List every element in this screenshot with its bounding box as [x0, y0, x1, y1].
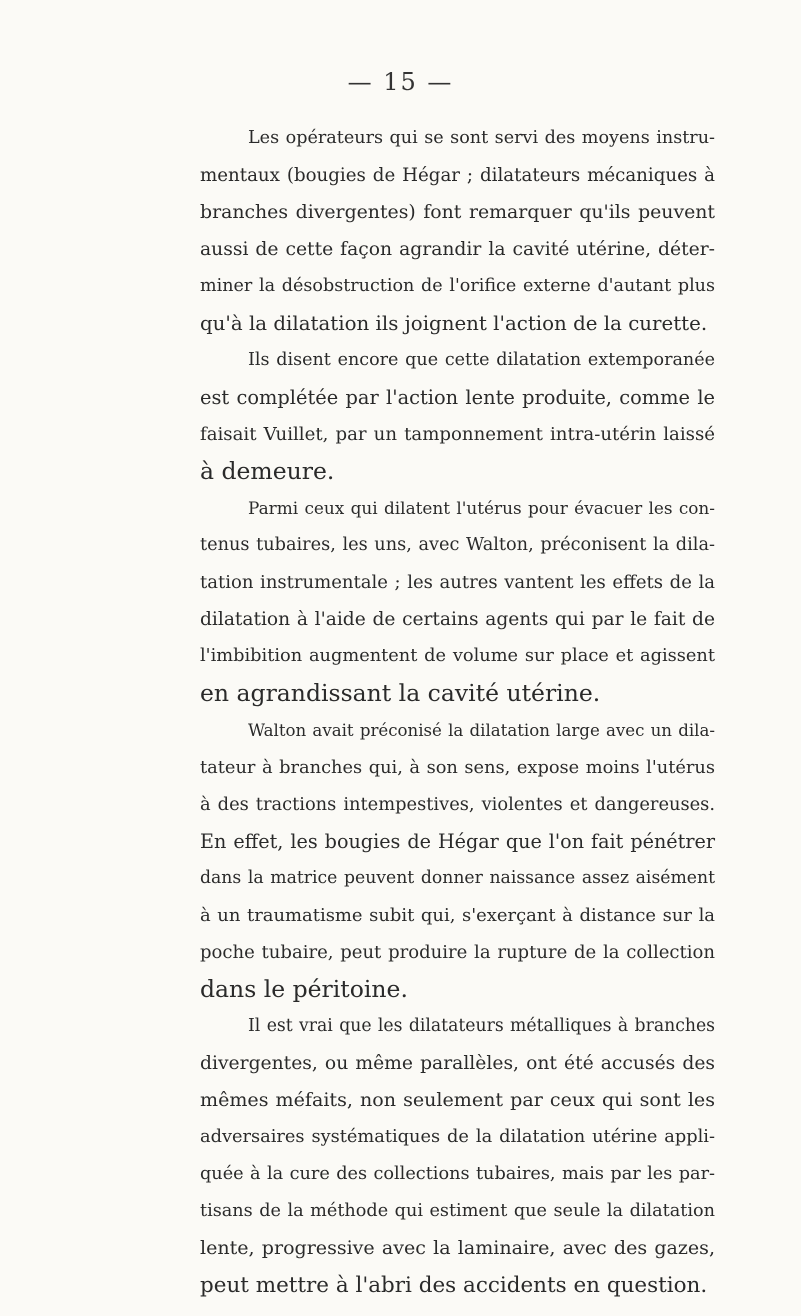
text-line: Parmi ceux qui dilatent l'utérus pour évacuer les con-: [248, 498, 715, 518]
text-line: dilatation à l'aide de certains agents qui par le fait de: [200, 609, 715, 630]
text-line: En effet, les bougies de Hégar que l'on fait pénétrer: [200, 830, 715, 853]
text-line: Les opérateurs qui se sont servi des moyens instru-: [248, 128, 715, 148]
text-line: tation instrumentale ; les autres vantent les effets de la: [200, 572, 715, 593]
text-line: à des tractions intempestives, violentes et dangereuses.: [200, 794, 715, 815]
text-line: tisans de la méthode qui estiment que seule la dilatation: [200, 1201, 715, 1221]
text-line: dans la matrice peuvent donner naissance assez aisément: [200, 868, 715, 888]
text-line: tenus tubaires, les uns, avec Walton, préconisent la dila-: [200, 535, 715, 555]
text-line: lente, progressive avec la laminaire, avec des gazes,: [200, 1237, 715, 1259]
paragraph: [200, 490, 715, 712]
text-line: mentaux (bougies de Hégar ; dilatateurs mécaniques à: [200, 165, 715, 186]
text-line: Il est vrai que les dilatateurs métalliques à branches: [248, 1016, 715, 1036]
text-line: poche tubaire, peut produire la rupture de la collection: [200, 942, 715, 963]
text-line: tateur à branches qui, à son sens, expose moins l'utérus: [200, 757, 715, 778]
paragraph: [200, 1008, 715, 1304]
text-line: adversaires systématiques de la dilatation utérine appli-: [200, 1127, 715, 1147]
paragraph: [200, 120, 715, 342]
text-line: l'imbibition augmentent de volume sur place et agissent: [200, 646, 715, 666]
body-text: [200, 120, 715, 1304]
text-line: en agrandissant la cavité utérine.: [200, 679, 601, 707]
text-line: branches divergentes) font remarquer qu'ils peuvent: [200, 201, 715, 223]
text-line: quée à la cure des collections tubaires, mais par les par-: [200, 1164, 715, 1184]
text-line: dans le péritoine.: [200, 975, 408, 1003]
paragraph: [200, 342, 715, 490]
text-line: Ils disent encore que cette dilatation extemporanée: [248, 350, 715, 370]
text-line: miner la désobstruction de l'orifice externe d'autant plus: [200, 276, 715, 296]
text-line: faisait Vuillet, par un tamponnement intra-utérin laissé: [200, 424, 715, 445]
text-line: est complétée par l'action lente produite, comme le: [200, 386, 715, 409]
page-number: — 15 —: [347, 68, 454, 96]
text-line: Walton avait préconisé la dilatation large avec un dila-: [248, 721, 715, 740]
text-line: aussi de cette façon agrandir la cavité utérine, déter-: [200, 239, 715, 260]
text-line: qu'à la dilatation ils joignent l'action de la curette.: [200, 312, 708, 335]
text-line: peut mettre à l'abri des accidents en question.: [200, 1273, 708, 1298]
paragraph: [200, 712, 715, 1008]
text-line: divergentes, ou même parallèles, ont été accusés des: [200, 1053, 715, 1074]
text-line: à demeure.: [200, 457, 335, 485]
text-line: mêmes méfaits, non seulement par ceux qui sont les: [200, 1089, 715, 1111]
text-line: à un traumatisme subit qui, s'exerçant à distance sur la: [200, 905, 715, 926]
